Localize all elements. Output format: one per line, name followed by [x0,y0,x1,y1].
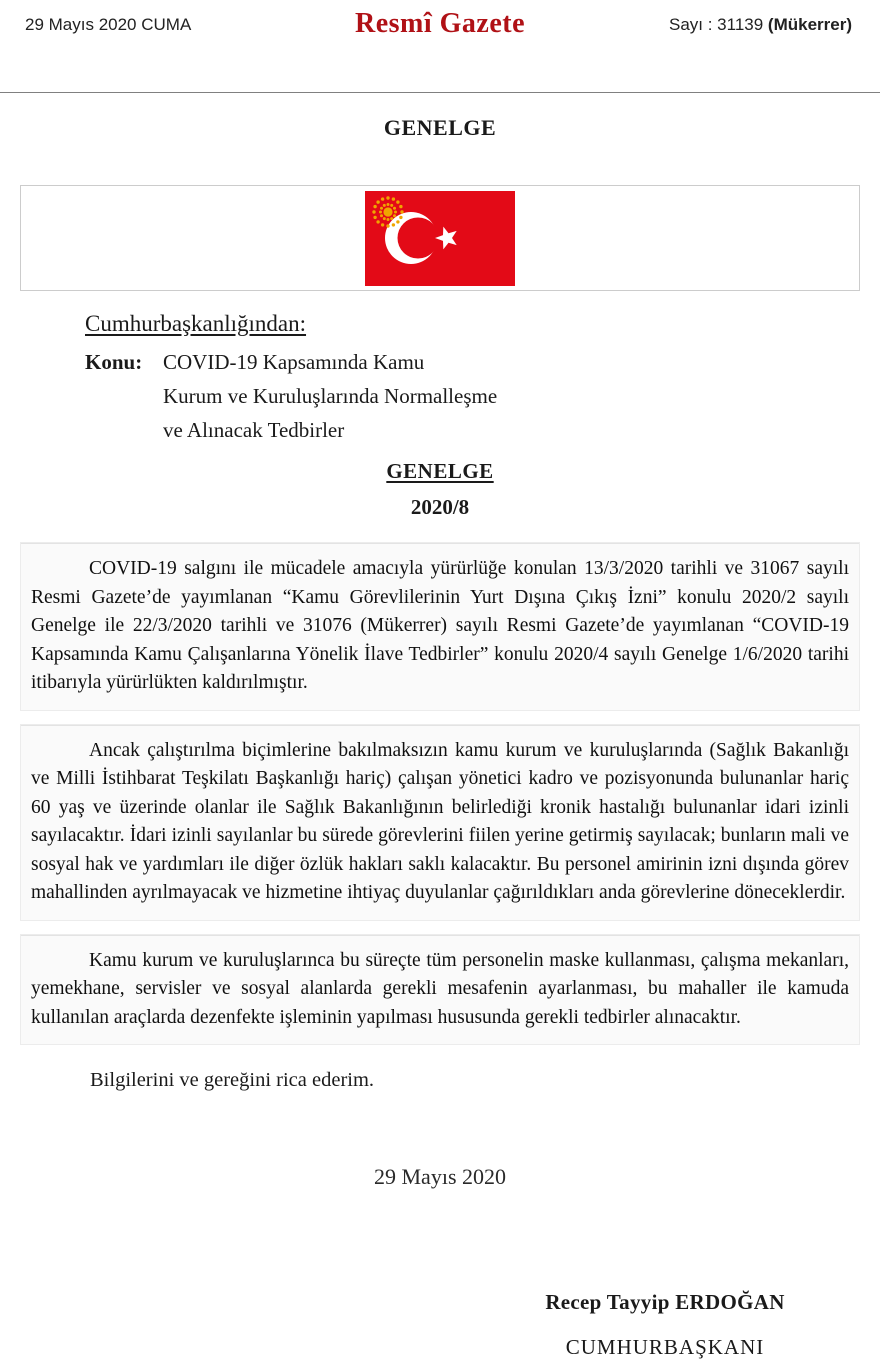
paragraph-block [20,724,860,921]
closing-formula: Bilgilerini ve gereğini rica ederim. [90,1069,375,1091]
issuing-authority: Cumhurbaşkanlığından: [85,311,307,336]
circular-title: GENELGE [386,459,494,483]
document-date: 29 Mayıs 2020 [374,1164,506,1189]
gazette-issue-number [669,15,852,35]
turkish-presidential-flag-icon [365,191,515,286]
signature-title: CUMHURBAŞKANI [565,1335,765,1359]
gazette-date: 29 Mayıs 2020 CUMA [25,15,192,34]
subject-text [163,345,497,447]
body-paragraph: COVID-19 salgını ile mücadele amacıyla yürürlüğe konulan 13/3/2020 tarihli ve 31067 sayılı Resmi Gazete’de yayımlanan “Kamu Görevlilerinin Yurt Dışına Çıkış İzni” konulu 2020/2 sayılı Genelge ile 22/3/2020 tarihli ve 31076 (Mükerrer) sayılı Resmi Gazete’de yayımlanan “COVID-19 Kapsamında Kamu Çalışanlarına Yönelik İlave Tedbirler” konulu 2020/4 sayılı Genelge 1/6/2020 tarihi itibarıyla yürürlükten kaldırılmıştır. [31,558,849,693]
signature-name: Recep Tayyip ERDOĞAN [545,1290,785,1314]
flag-panel [20,185,860,291]
paragraph-block [20,934,860,1046]
issue-suffix: (Mükerrer) [767,15,852,34]
subject-line: Kurum ve Kuruluşlarında Normalleşme [163,384,498,408]
issue-label: Sayı : 31139 [668,15,768,34]
paragraph-block [20,542,860,711]
circular-number: 2020/8 [410,495,470,519]
subject-line: COVID-19 Kapsamında Kamu [163,350,425,374]
subject-label: Konu: [85,350,143,374]
body-paragraph: Ancak çalıştırılma biçimlerine bakılmaksızın kamu kurum ve kuruluşlarında (Sağlık Bakanlığı ve Milli İstihbarat Teşkilatı Başkanlığı hariç) çalışan yönetici kadro ve pozisyonunda bulunanlar hariç 60 yaş ve üzerinde olanlar ile Sağlık Bakanlığının belirlediği kronik hastalığı bulunanlar idari izinli sayılacaktır. İdari izinli sayılanlar bu sürede görevlerini fiilen yerine getirmiş sayılacak; bunların mali ve sosyal hak ve yardımları ile diğer özlük hakları saklı kalacaktır. Bu personel amirinin izni dışında görev mahallinden ayrılmayacak ve hizmetine ihtiyaç duyulanlar çağırıldıkları anda görevlerine döneceklerdir. [31,739,849,903]
signature-block [495,1290,835,1360]
gazette-title: Resmî Gazete [354,8,526,39]
gazette-masthead [0,0,880,46]
crescent-inner [398,217,439,258]
section-heading: GENELGE [383,115,497,140]
masthead-divider [0,92,880,93]
subject-line: ve Alınacak Tedbirler [163,418,345,442]
subject-block [85,345,880,447]
body-paragraph: Kamu kurum ve kuruluşlarınca bu süreçte tüm personelin maske kullanması, çalışma mekanları, yemekhane, servisler ve sosyal alanlarda gerekli mesafenin ayarlanması, bu mahaller ile kamuda kullanılan araçlarda dezenfekte işleminin yapılması hususunda gerekli tedbirler alınacaktır. [31,949,849,1028]
